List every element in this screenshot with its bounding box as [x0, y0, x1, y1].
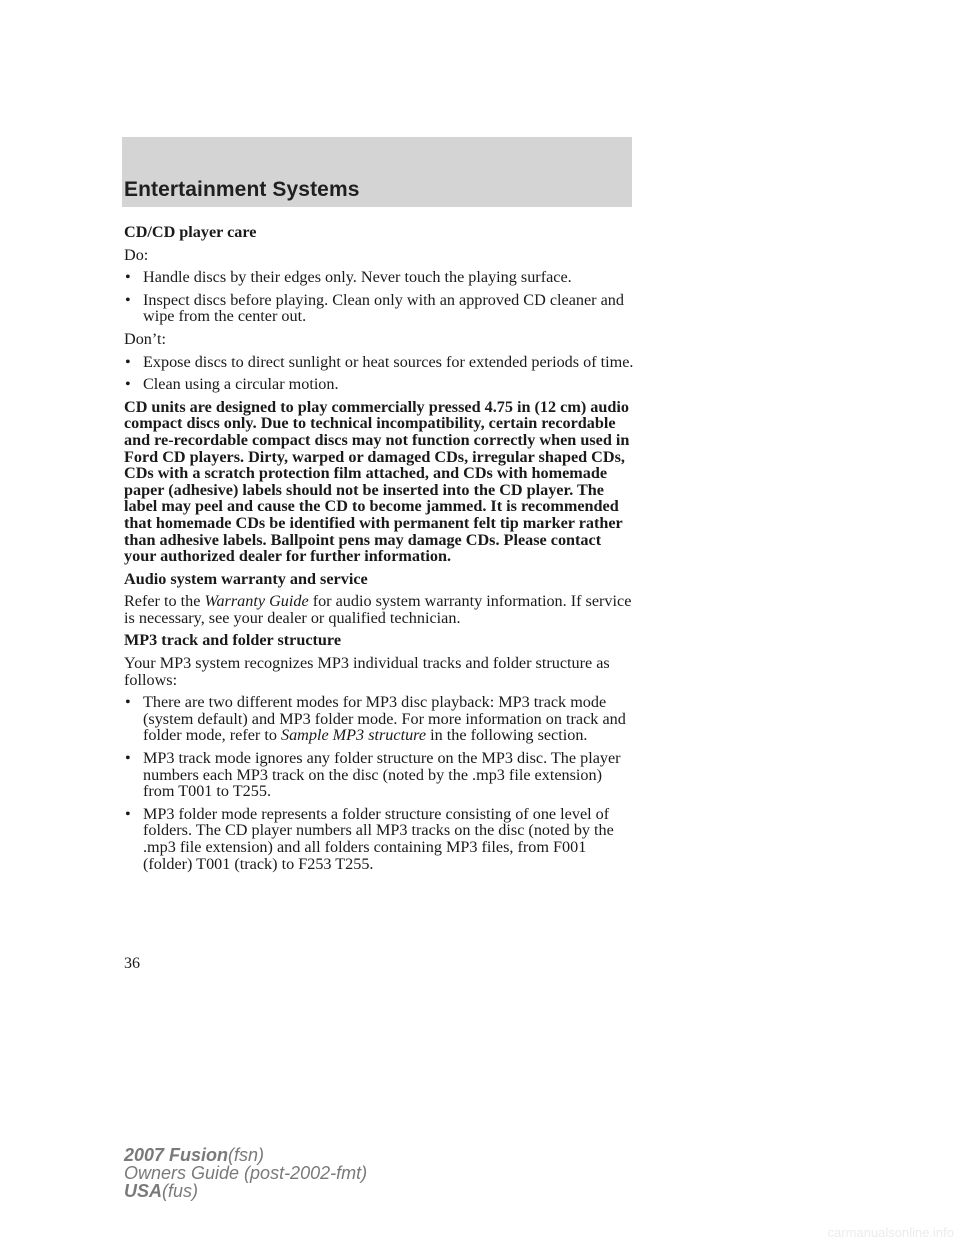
do-label: Do:	[124, 245, 149, 264]
mp3-item-text	[143, 693, 626, 744]
footer-guide: Owners Guide (post-2002-fmt)	[124, 1163, 368, 1183]
mp3-intro: Your MP3 system recognizes MP3 individual tracks and folder structure as follows:	[124, 654, 610, 689]
warranty-text-end: for audio system warranty information. If service is necessary, see your dealer or qualified technician.	[124, 592, 632, 627]
footer-region: USA	[124, 1181, 163, 1201]
dont-item-text: Clean using a circular motion.	[143, 375, 339, 394]
footer-model-code: (fsn)	[228, 1145, 265, 1165]
bullet-icon: •	[125, 290, 131, 309]
sample-mp3-structure-reference: Sample MP3 structure	[280, 726, 427, 745]
list-item	[124, 354, 636, 371]
page-content	[124, 224, 636, 878]
list-item	[124, 376, 636, 393]
bullet-icon: •	[125, 352, 131, 371]
cd-care-heading: CD/CD player care	[124, 223, 257, 241]
cd-warning-text: CD units are designed to play commercially pressed 4.75 in (12 cm) audio compact discs only. Due to technical incompatibility, certain recordable and re-recordable compact discs may not function correctly when used in Ford CD players. Dirty, warped or damaged CDs, irregular shaped CDs, CDs with a scratch protection film attached, and CDs with homemade paper (adhesive) labels should not be inserted into the CD player. The label may peel and cause the CD to become jammed. It is recommended that homemade CDs be identified with permanent felt tip marker rather than adhesive labels. Ballpoint pens may damage CDs. Please contact your authorized dealer for further information.	[124, 397, 630, 566]
warranty-text	[124, 593, 636, 626]
footer-line-model	[124, 1146, 367, 1164]
list-item	[124, 750, 636, 800]
mp3-item-text: MP3 track mode ignores any folder structure on the MP3 disc. The player numbers each MP3 track on the disc (noted by the .mp3 file extension) from T001 to T255.	[143, 749, 621, 801]
page-number: 36	[124, 955, 140, 972]
watermark: carmanualsonline.info	[827, 1225, 954, 1240]
bullet-icon: •	[125, 375, 131, 394]
dont-item-text: Expose discs to direct sunlight or heat sources for extended periods of time.	[143, 352, 634, 371]
footer-region-code: (fus)	[162, 1181, 199, 1201]
bullet-icon: •	[125, 749, 131, 768]
list-item	[124, 292, 636, 325]
section-title: Entertainment Systems	[124, 178, 360, 201]
warranty-guide-reference: Warranty Guide	[204, 592, 309, 611]
warranty-text-start: Refer to the	[124, 592, 205, 611]
mp3-heading: MP3 track and folder structure	[124, 631, 341, 650]
bullet-icon: •	[125, 693, 131, 712]
dont-label: Don’t:	[124, 329, 166, 348]
list-item	[124, 269, 636, 286]
do-item-text: Handle discs by their edges only. Never touch the playing surface.	[143, 268, 572, 287]
bullet-icon: •	[125, 804, 131, 823]
document-footer	[124, 1146, 367, 1200]
footer-line-region	[124, 1182, 367, 1200]
mp3-item1-start: There are two different modes for MP3 disc playback: MP3 track mode (system default) and MP3 folder mode. For more information on track and folder mode, refer to	[143, 693, 626, 745]
footer-model: 2007 Fusion	[124, 1145, 229, 1165]
warranty-heading: Audio system warranty and service	[124, 569, 368, 588]
list-item	[124, 806, 636, 872]
mp3-item1-end: in the following section.	[426, 726, 588, 745]
list-item	[124, 694, 636, 744]
do-item-text: Inspect discs before playing. Clean only with an approved CD cleaner and wipe from the center out.	[143, 290, 624, 326]
bullet-icon: •	[125, 268, 131, 287]
mp3-item-text: MP3 folder mode represents a folder structure consisting of one level of folders. The CD player numbers all MP3 tracks on the disc (noted by the .mp3 file extension) and all folders containing MP3 files, from F001 (folder) T001 (track) to F253 T255.	[143, 804, 614, 873]
